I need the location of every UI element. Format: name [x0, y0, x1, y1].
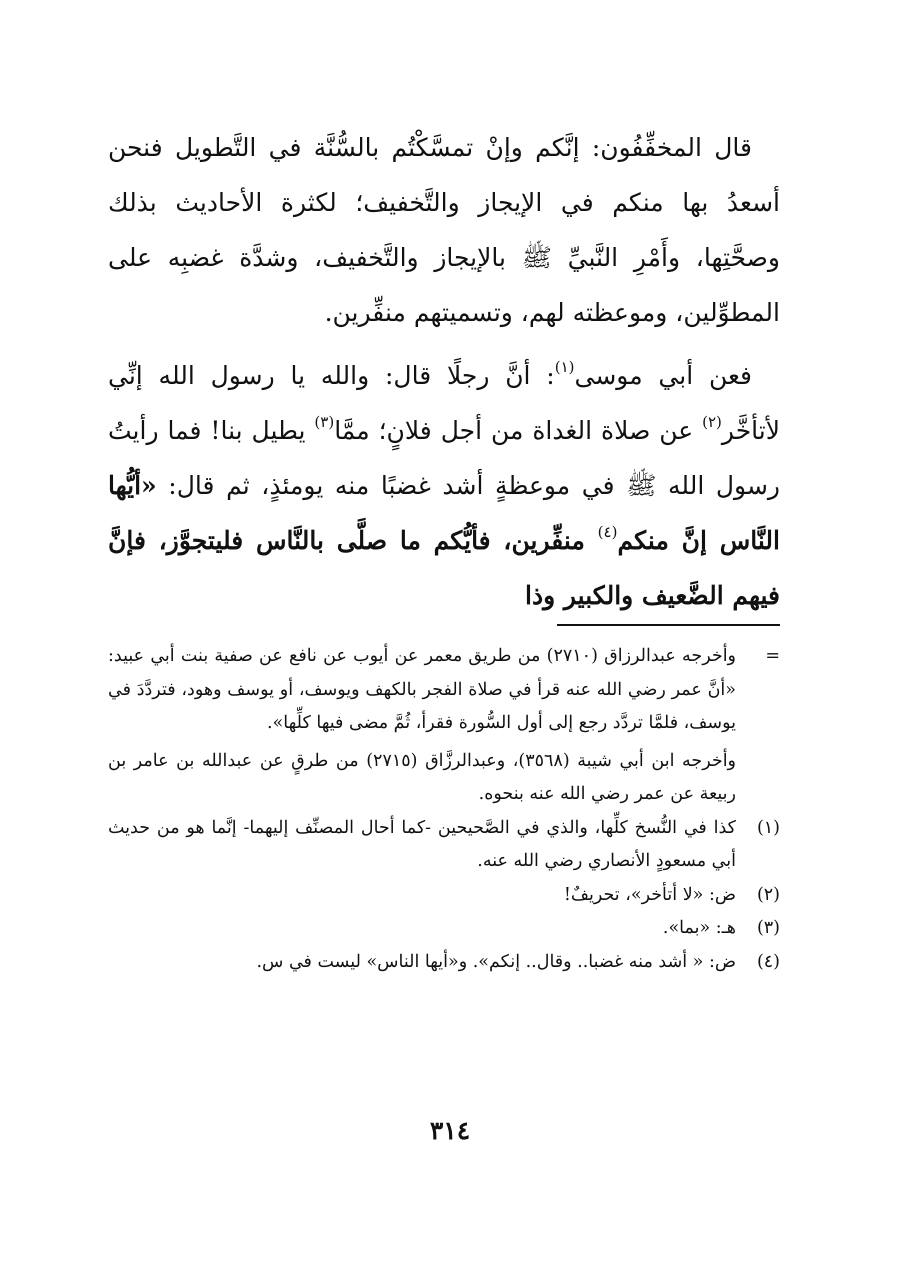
continuation-marker: =	[765, 646, 780, 666]
text-segment: عن صلاة الغداة من أجل فلانٍ؛ ممَّا	[334, 416, 703, 445]
footnote-continued	[108, 640, 780, 812]
footnote-number: (٣)	[756, 918, 780, 938]
footnote-3	[108, 912, 780, 946]
footnote-number: (٤)	[756, 951, 780, 972]
footnote-paragraph: وأخرجه ابن أبي شيبة (٣٥٦٨)، وعبدالرزَّاق (٢٧١٥) من طرقٍ عن عبدالله بن عامر بن ربيعة عن عمر رضي الله عنه بنحوه.	[108, 750, 737, 804]
footnote-text: هـ: «بما».	[662, 918, 736, 938]
hadith-quote: منفِّرين، فأيُّكم ما صلَّى بالنَّاس فليتجوَّز، فإنَّ فيهم الضَّعيف والكبير وذا	[108, 526, 780, 610]
footnote-body	[108, 640, 736, 812]
hadith-quote: «أيُّها النَّاس إنَّ منكم	[108, 471, 780, 555]
footnote-number: (١)	[756, 817, 780, 838]
paragraph-abu-musa	[108, 348, 780, 623]
main-text-block	[108, 120, 780, 623]
footnote-ref-1[interactable]: (١)	[554, 358, 575, 376]
footnote-separator	[557, 624, 780, 626]
footnote-ref-3[interactable]: (٣)	[314, 413, 335, 431]
footnote-ref-4[interactable]: (٤)	[597, 523, 618, 541]
paragraph-mukhaffifun: قال المخفِّفُون: إنَّكم وإنْ تمسَّكْتُم بالسُّنَّة في التَّطويل فنحن أسعدُ بها منكم في الإيجاز والتَّخفيف؛ لكثرة الأحاديث بذلك وصحَّتِها، وأَمْرِ النَّبيِّ ﷺ بالإيجاز والتَّخفيف، وشدَّة غضبِه على المطوِّلين، وموعظته لهم، وتسميتهم منفِّرين.	[108, 133, 780, 327]
footnote-4	[108, 946, 780, 980]
footnote-text: ض: «لا أتأخر»، تحريفٌ!	[563, 884, 736, 905]
footnote-1	[108, 812, 780, 879]
footnotes-section	[108, 640, 780, 979]
footnote-number: (٢)	[756, 884, 780, 905]
footnote-2	[108, 879, 780, 913]
footnote-paragraph: وأخرجه عبدالرزاق (٢٧١٠) من طريق معمر عن أيوب عن نافع عن صفية بنت أبي عبيد: «أنَّ عمر رضي الله عنه قرأ في صلاة الفجر بالكهف ويوسف، أو يوسف وهود، فتردَّدَ في يوسف، فلمَّا تردَّد رجع إلى أول السُّورة فقرأ، ثُمَّ مضى فيها كلِّها».	[108, 646, 737, 733]
page-number: ٣١٤	[429, 1116, 471, 1145]
footnote-ref-2[interactable]: (٢)	[702, 413, 722, 431]
text-segment: يطيل بنا! فما رأيتُ رسول الله ﷺ في موعظةٍ أشد غضبًا منه يومئذٍ، ثم قال:	[108, 416, 780, 500]
text-segment: فعن أبي موسى	[574, 361, 752, 390]
text-segment: : أنَّ رجلًا قال: والله يا رسول الله إنِّي لأتأخَّر	[108, 361, 780, 445]
footnote-text: كذا في النُّسخ كلِّها، والذي في الصَّحيحين -كما أحال المصنِّف إليهما- إنَّما هو من حديث أبي مسعودٍ الأنصاري رضي الله عنه.	[108, 817, 736, 871]
footnote-text: ض: « أشد منه غضبا.. وقال.. إنكم». و«أيها الناس» ليست في س.	[256, 951, 736, 972]
